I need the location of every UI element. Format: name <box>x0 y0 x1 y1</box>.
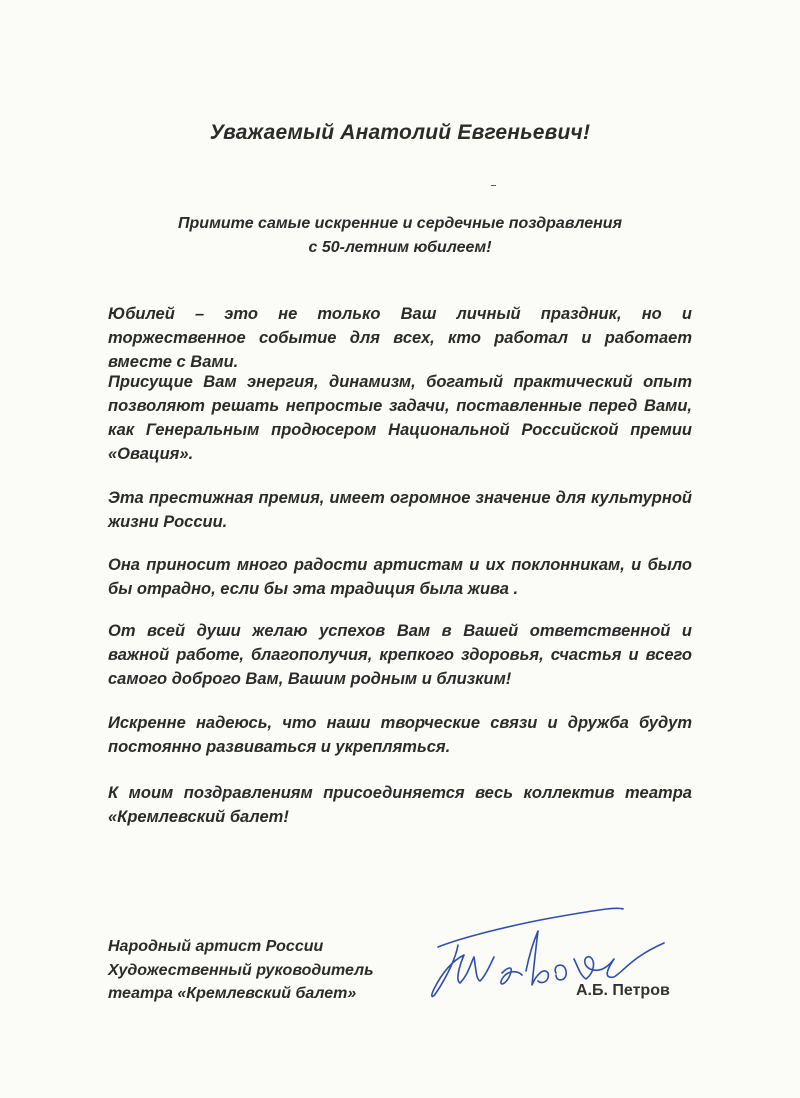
congratulations-heading <box>0 212 800 260</box>
signatory-title-line-2: Художественный руководитель <box>108 961 374 979</box>
signatory-title-line-3: театра «Кремлевский балет» <box>108 985 357 1002</box>
paragraph-wishes: От всей души желаю успехов Вам в Вашей ответственной и важной работе, благополучия, крепкого здоровья, счастья и всего самого доброго Вам, Вашим родным и близким! <box>108 622 692 688</box>
signatory-title-line-1: Народный артист России <box>108 938 324 955</box>
paragraph-tradition: Она приносит много радости артистам и их поклонникам, и было бы отрадно, если бы эта традиция была жива . <box>108 556 692 598</box>
paragraph-jubilee: Юбилей – это не только Ваш личный праздник, но и торжественное событие для всех, кто работал и работает вместе с Вами. <box>108 305 692 371</box>
stray-mark <box>491 185 496 186</box>
paragraph-hopes: Искренне надеюсь, что наши творческие связи и дружба будут постоянно развиваться и укрепляться. <box>108 714 692 756</box>
signatory-title <box>108 935 374 1006</box>
congratulations-line-2: с 50-летним юбилеем! <box>308 239 492 256</box>
congratulations-line-1: Примите самые искренние и сердечные поздравления <box>178 215 622 232</box>
paragraph-prize: Эта престижная премия, имеет огромное значение для культурной жизни России. <box>108 489 692 531</box>
paragraph-qualities: Присущие Вам энергия, динамизм, богатый практический опыт позволяют решать непростые задачи, поставленные перед Вами, как Генеральным продюсером Национальной Российской премии «Овация». <box>108 373 692 463</box>
signatory-name: А.Б. Петров <box>576 982 670 999</box>
paragraph-collective: К моим поздравлениям присоединяется весь коллектив театра «Кремлевский балет! <box>108 784 692 826</box>
letter-greeting: Уважаемый Анатолий Евгеньевич! <box>209 121 591 144</box>
